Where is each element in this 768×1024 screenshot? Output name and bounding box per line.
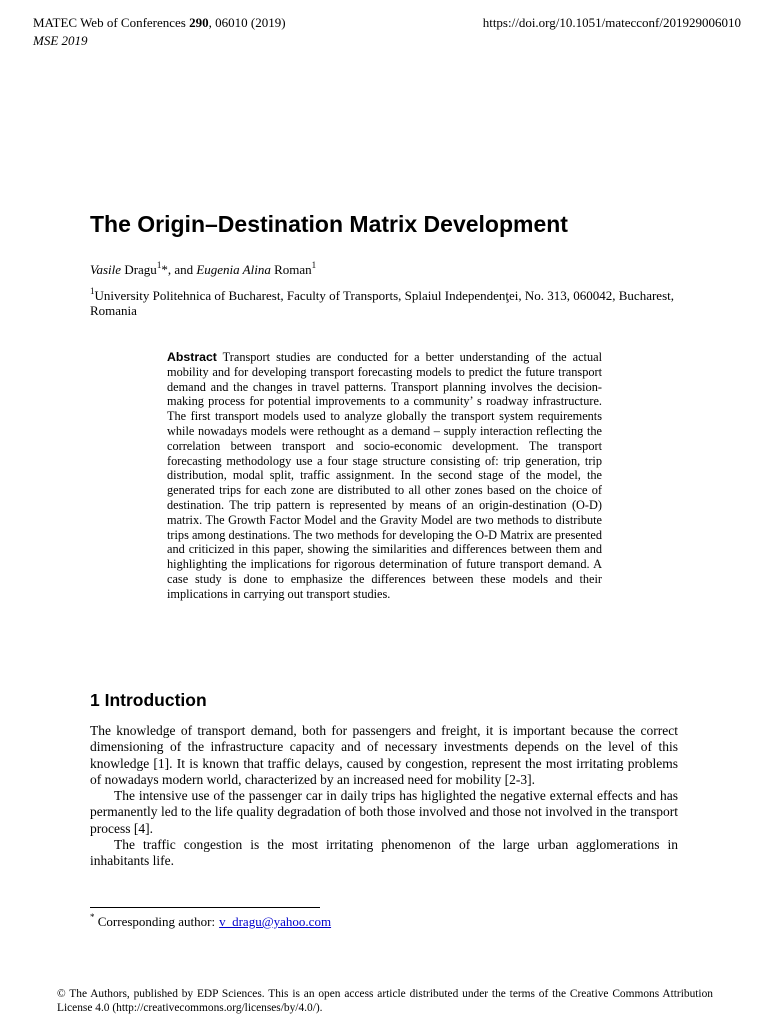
author2-affiliation-mark: 1	[311, 259, 317, 270]
affiliation-mark: 1	[90, 285, 95, 296]
copyright-notice: © The Authors, published by EDP Sciences. This is an open access article distributed under the terms of the Creative Commons Attribution License 4.0 (http://creativecommons.org/licenses/by/4.0/).	[57, 988, 713, 1014]
author1-affiliation-mark: 1	[156, 259, 162, 270]
author1-given-name: Vasile	[90, 262, 122, 277]
abstract-label: Abstract	[167, 350, 217, 364]
journal-name: MATEC Web of Conferences	[33, 15, 190, 30]
footnote-divider	[90, 907, 320, 908]
author2-given-name: Eugenia Alina	[196, 262, 271, 277]
corresponding-email-link[interactable]: v_dragu@yahoo.com	[219, 914, 332, 929]
paragraph: The knowledge of transport demand, both for passengers and freight, it is important because the correct dimensioning of the infrastructure capacity and of necessary investments depends on the level of this knowledge [1]. It is known that traffic delays, caused by congestion, represent the most irritating problems of nowadays modern world, characterized by an increased need for mobility [2-3].	[90, 723, 678, 787]
author-separator: *, and	[161, 262, 197, 277]
author-list	[90, 259, 317, 278]
doi-link[interactable]: https://doi.org/10.1051/matecconf/201929006010	[482, 15, 741, 30]
journal-citation	[33, 15, 286, 31]
journal-volume: 290	[189, 15, 209, 30]
journal-issue: , 06010 (2019)	[208, 15, 286, 30]
section-heading-introduction: 1 Introduction	[90, 690, 207, 710]
paper-title: The Origin–Destination Matrix Development	[90, 211, 568, 237]
conference-name: MSE 2019	[33, 33, 88, 48]
author1-family-name: Dragu	[121, 262, 157, 277]
introduction-body	[90, 723, 678, 870]
paragraph: The traffic congestion is the most irritating phenomenon of the large urban agglomerations in inhabitants life.	[90, 837, 678, 869]
affiliation	[90, 285, 690, 318]
abstract-text: Transport studies are conducted for a better understanding of the actual mobility and for developing transport forecasting models to predict the future transport demand and the changes in travel patterns. Transport planning involves the decision-making process for potential improvements to a community’ s roadway infrastructure. The first transport models used to analyze globally the transport system requirements while nowadays models were rethought as a demand – supply interaction reflecting the correlation between transport and socio-economic development. The transport forecasting methodology use a four stage structure consisting of: trip generation, trip distribution, modal split, traffic assignment. In the second stage of the model, the generated trips for each zone are distributed to all other zones based on the choice of destination. The trip pattern is represented by means of an origin-destination (O-D) matrix. The Growth Factor Model and the Gravity Model are two methods to distribute trips among destinations. The two methods for developing the O-D Matrix are presented and criticized in this paper, showing the similarities and differences between them and highlighting the implications for rigorous determination of future transport demand. A case study is done to emphasize the differences between these models and their implications in carrying out transport studies.	[167, 350, 602, 601]
footnote-mark: *	[90, 911, 95, 922]
paragraph: The intensive use of the passenger car in daily trips has higlighted the negative external effects and has permanently led to the life quality degradation of both those involved and those not involved in the transport process [4].	[90, 788, 678, 836]
affiliation-text: University Politehnica of Bucharest, Faculty of Transports, Splaiul Independenţei, No. 313, 060042, Bucharest, Romania	[90, 288, 674, 318]
author2-family-name: Roman	[270, 262, 312, 277]
footnote	[90, 911, 332, 930]
abstract	[167, 350, 602, 602]
footnote-label: Corresponding author:	[94, 914, 216, 929]
